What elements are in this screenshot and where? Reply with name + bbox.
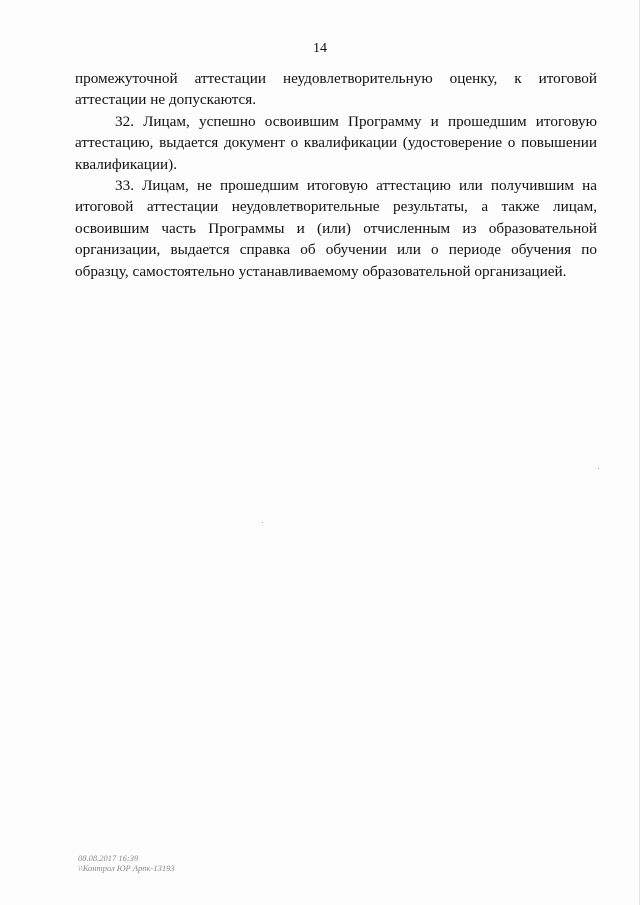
scan-speck (262, 522, 263, 523)
paragraph-item-32: 32. Лицам, успешно освоившим Программу и прошедшим итоговую аттестацию, выдается документ о квалификации (удостоверение о повышении квалификации). (75, 112, 597, 173)
stamp-path: \\Контрол ЮР Арпк-13193 (78, 863, 175, 873)
paragraph-continuation: промежуточной аттестации неудовлетворительную оценку, к итоговой аттестации не допускаются. (75, 70, 597, 109)
paragraph-item-33: 33. Лицам, не прошедшим итоговую аттестацию или получившим на итоговой аттестации неудовлетворительные результаты, а также лицам, освоившим часть Программы и (или) отчисленным из образовательной организации, выдается справка об обучении или о периоде обучения по образцу, самостоятельно устанавливаемому образовательной организацией. (75, 177, 597, 280)
page-number: 14 (313, 41, 327, 56)
scan-speck (598, 468, 599, 469)
registration-stamp (78, 853, 175, 873)
stamp-date: 08.08.2017 16:39 (78, 853, 139, 863)
document-body (75, 68, 597, 282)
